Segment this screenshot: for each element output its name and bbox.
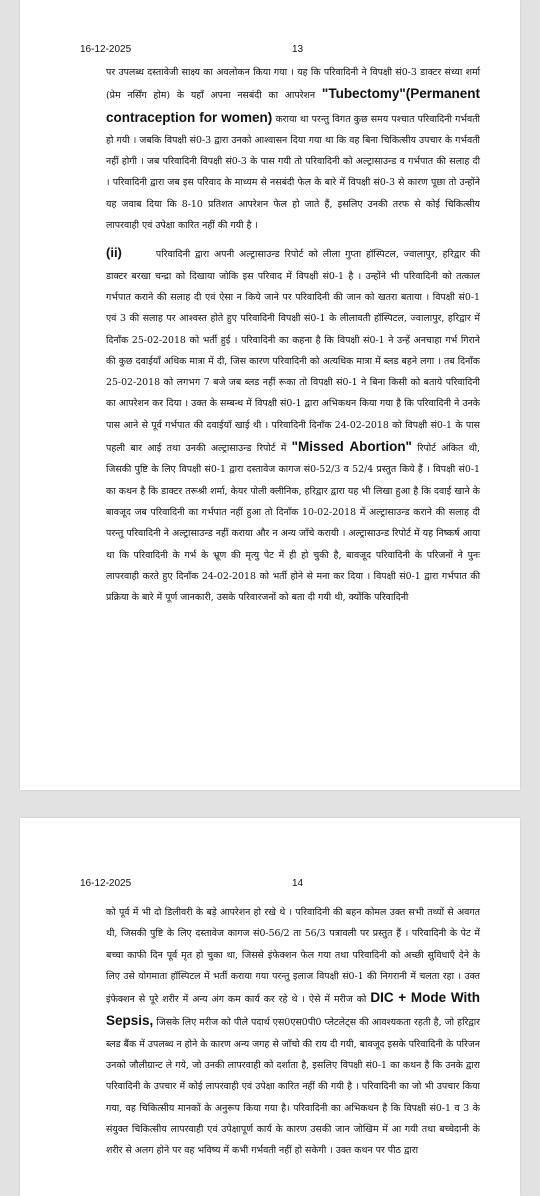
page-body [106,902,480,1168]
page-number: 13 [292,44,304,55]
english-term: DIC + Mode With Sepsis, [106,990,480,1029]
paragraph-text: जिसके लिए मरीज को पीले पदार्थ एस0एस0पी0 प्लेटलेट्स की आवश्यकता रहती है, जो हरिद्वार ब्लड बैंक में उपलब्ध न होने के कारण अन्य जगह से जाँचो की राय दी गयी, बावजूद इसके परिवादिनी के परिजन उनको जौलीग्रान्ट ले गये, जो उनकी लापरवाही को दर्शाता है, इसलिए विपक्षी सं0-1 का कथन है कि उनके द्वारा परिवादिनी के उपचार में कोई लापरवाही एवं उपेक्षा कारित नहीं की गयी है । परिवादिनी का जो भी उपचार किया गया, वह चिकित्सीय मानकों के अनुरूप किया गया है। परिवादिनी का अभिकथन है कि विपक्षी सं0-1 व 3 के संयुक्त चिकित्सीय लापरवाही एवं उपेक्षापूर्ण कार्य के कारण उसकी जान जोखिम में आ गयी तथा बच्चेदानी के शरीर से अलग होने पर वह भविष्य में कभी गर्भवती नहीं हो सकेगी । उक्त कथन पर पीठ द्वारा [106,1017,480,1157]
page-body [106,62,480,614]
paragraph-text: परिवादिनी द्वारा अपनी अल्ट्रासाउन्ड रिपोर्ट को लीला गुप्ता हॉस्पिटल, ज्वालापुर, हरिद्वार की डाक्टर बरखा चन्द्रा को दिखाया जोकि इस परिवाद में विपक्षी सं0-1 है । उन्होंने भी परिवादिनी को तत्काल गर्भपात कराने की सलाह दी एवं ऐसा न किये जाने पर परिवादिनी की जान को खतरा बताया । विपक्षी सं0-1 एवं 3 की सलाह पर आश्वस्त होते हुए परिवादिनी विपक्षी सं0-1 के लीलावती हॉस्पिटल, ज्वालापुर, हरिद्वार में दिनाँक 25-02-2018 को भर्ती हुई । परिवादिनी का कहना है कि विपक्षी सं0-1 ने उन्हें अनचाहा गर्भ गिराने की कुछ दवाईयाँ अधिक मात्रा में दी, जिस कारण परिवादिनी को अत्यधिक मात्रा में ब्लड बहने लगा । तब दिनाँक 25-02-2018 को लगभग 7 बजे जब ब्लड नहीं रूका तो विपक्षी सं0-1 ने बिना किसी को बताये परिवादिनी का आपरेशन कर दिया । उक्त के सम्बन्ध में विपक्षी सं0-1 द्वारा अभिकथन किया गया है कि परिवादिनी ने उनके पास आने से पूर्व गर्भपात की दवाईयाँ खाई थी । परिवादिनी दिनाँक 24-02-2018 को विपक्षी सं0-1 के पास पहली बार आई तथा उनकी अल्ट्रासाउन्ड रिपोर्ट में [106,249,480,455]
paragraph [106,242,480,608]
paragraph-text: रिपोर्ट अंकित थी, जिसकी पुष्टि के लिए विपक्षी सं0-1 द्वारा दस्तावेज कागज सं0-52/3 व 52/4 प्रस्तुत किये हैं । विपक्षी सं0-1 का कथन है कि डाक्टर तरूश्री शर्मा, केयर पोली क्लीनिक, हरिद्वार द्वारा यह भी लिखा हुआ है कि दवाई खाने के बावजूद जब परिवादिनी का गर्भपात नहीं हुआ तो दिनाँक 10-02-2018 में अल्ट्रासाउन्ड कराने की सलाह दी परन्तु परिवादिनी ने अल्ट्रासाउन्ड नहीं कराया और न अन्य जाँचे करायी । अल्ट्रासाउन्ड रिपोर्ट में यह निष्कर्ष आया था कि परिवादिनी के गर्भ के भ्रूण की मृत्यु पेट में ही हो चुकी है, बावजूद परिवादिनी के परिजनों ने पुनः लापरवाही करते हुए दिनाँक 24-02-2018 को भर्ती होने से मना कर दिया । विपक्षी सं0-1 द्वारा गर्भपात की प्रक्रिया के बारे में पूर्ण जानकारी, उसके परिवारजनों को बता दी गयी थी, क्योंकि परिवादिनी [106,443,480,604]
english-term: "Missed Abortion" [291,439,412,455]
paragraph-text: कराया था परन्तु विगत कुछ समय पश्चात परिवादिनी गर्भवती हो गयी । जबकि विपक्षी सं0-3 द्वारा उनको आश्वासन दिया गया था कि वह बिना चिकित्सीय उपचार के गर्भवती नहीं होगी । जब परिवादिनी विपक्षी सं0-3 के पास गयी तो परिवादिनी को अल्ट्रासाउन्ड व गर्भपात की सलाह दी । परिवादिनी द्वारा जब इस परिवाद के माध्यम से नसबंदी फेल के बारे में विपक्षी सं0-3 से कारण पूछा तो उन्होंने यह जवाब दिया कि 8-10 प्रतिशत आपरेशन फेल हो जाते हैं, इसलिए उनकी तरफ से कोई चिकित्सीय लापरवाही एवं उपेक्षा कारित नहीं की गयी है । [106,113,480,232]
english-term: "Tubectomy"(Permanent contraception for women) [106,86,480,125]
paragraph [106,62,480,236]
page-number: 14 [292,878,304,889]
header-date: 16-12-2025 [80,44,132,55]
paragraph [106,902,480,1162]
paragraph-text: पर उपलब्ध दस्तावेजी साक्ष्य का अवलोकन किया गया । यह कि परिवादिनी ने विपक्षी सं0-3 डाक्टर संध्या शर्मा (प्रेम नर्सिंग होम) के यहाँ अपना नसबंदी का आपरेशन [106,67,480,102]
document-page-13 [20,0,520,790]
paragraph-number: (ii) [106,245,122,261]
document-page-14 [20,818,520,1196]
header-date: 16-12-2025 [80,878,132,889]
paragraph-text: को पूर्व में भी दो डिलीवरी के बड़े आपरेशन हो रखे थे । परिवादिनी की बहन कोमल उक्त सभी तथ्यों से अवगत थी, जिसकी पुष्टि के लिए दस्तावेज कागज सं0-56/2 ता 56/3 पत्रावली पर प्रस्तुत हैं । परिवादिनी के पेट में बच्चा काफी दिन पूर्व मृत हो चुका था, जिससे इंफेक्शन फेल गया तथा परिवादिनी को अच्छी सुविधाएँ देने के लिए उसे योगमाता हॉस्पिटल में भर्ती कराया गया परन्तु इलाज विपक्षी सं0-1 की निगरानी में चलता रहा । उक्त इंफेक्शन से पूरे शरीर में अन्य अंग कम कार्य कर रहे थे । ऐसे में मरीज को [106,907,480,1006]
